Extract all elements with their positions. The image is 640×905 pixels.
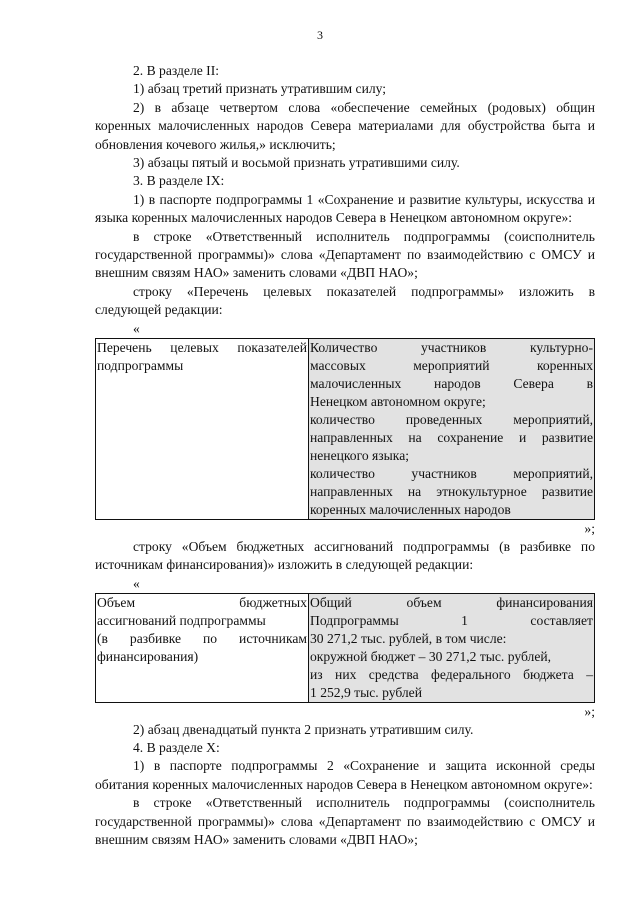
paragraph: 3. В разделе IX: xyxy=(133,173,225,189)
paragraph: 2) в абзаце четвертом слова «обеспечение семейных (родовых) общин коренных малочисленных народов Севера материалами для обустройства быта и обновления кочевого жилья,» исключить; xyxy=(95,99,595,152)
funding-table xyxy=(95,593,595,703)
cell-line: 1 252,9 тыс. рублей xyxy=(310,684,422,700)
closing-quote: »; xyxy=(584,520,595,536)
paragraph: 3) абзацы пятый и восьмой признать утратившими силу. xyxy=(133,155,460,171)
cell-line: направленных на этнокультурное развитие xyxy=(310,483,593,499)
paragraph: 2. В разделе II: xyxy=(133,63,220,78)
funding-value-cell xyxy=(309,593,595,702)
cell-line: 30 271,2 тыс. рублей, в том числе: xyxy=(310,630,507,646)
closing-quote: »; xyxy=(584,703,595,719)
paragraph: 1) абзац третий признать утратившим силу; xyxy=(133,81,387,97)
cell-line: коренных малочисленных народов xyxy=(310,501,511,517)
opening-quote: « xyxy=(133,320,140,336)
cell-line: (в разбивке по источникам xyxy=(97,630,307,646)
document-body xyxy=(95,62,595,849)
cell-line: Объем бюджетных xyxy=(97,594,307,610)
paragraph: в строке «Ответственный исполнитель подпрограммы (соисполнитель государственной программы)» слова «Департамент по взаимодействию с ОМСУ и внешним связям НАО» заменить словами «ДВП НАО»; xyxy=(95,795,595,847)
cell-line: малочисленных народов Севера в xyxy=(310,375,593,391)
cell-line: количество участников мероприятий, xyxy=(310,465,593,481)
cell-line: ассигнований подпрограммы xyxy=(97,612,266,628)
cell-line: Подпрограммы 1 составляет xyxy=(310,612,593,628)
paragraph: строку «Объем бюджетных ассигнований подпрограммы (в разбивке по источникам финансирования)» изложить в следующей редакции: xyxy=(95,538,595,573)
paragraph: 1) в паспорте подпрограммы 2 «Сохранение и защита исконной среды обитания коренных малочисленных народов Севера в Ненецком автономном округе»: xyxy=(95,758,595,792)
cell-line: финансирования) xyxy=(97,648,199,664)
cell-line: окружной бюджет – 30 271,2 тыс. рублей, xyxy=(310,648,552,664)
cell-line: количество проведенных мероприятий, xyxy=(310,411,593,427)
paragraph: 4. В разделе X: xyxy=(133,739,220,755)
paragraph: 1) в паспорте подпрограммы 1 «Сохранение и развитие культуры, искусства и языка коренных малочисленных народов Севера в Ненецком автономном округе»: xyxy=(95,191,595,226)
indicators-table xyxy=(95,338,595,520)
funding-label-cell xyxy=(96,593,309,702)
cell-line: ненецкого языка; xyxy=(310,447,409,463)
page-number: 3 xyxy=(317,28,323,42)
cell-line: направленных на сохранение и развитие xyxy=(310,429,593,445)
opening-quote: « xyxy=(133,575,140,591)
cell-line: Ненецком автономном округе; xyxy=(310,393,486,409)
paragraph: 2) абзац двенадцатый пункта 2 признать утратившим силу. xyxy=(133,721,474,737)
cell-line: массовых мероприятий коренных xyxy=(310,357,593,373)
paragraph: в строке «Ответственный исполнитель подпрограммы (соисполнитель государственной программы)» слова «Департамент по взаимодействию с ОМСУ и внешним связям НАО» заменить словами «ДВП НАО»; xyxy=(95,228,595,281)
cell-line: Количество участников культурно- xyxy=(310,339,593,355)
cell-line: из них средства федерального бюджета – xyxy=(310,666,593,682)
indicators-value-cell xyxy=(309,338,595,519)
paragraph: строку «Перечень целевых показателей подпрограммы» изложить в следующей редакции: xyxy=(95,283,595,318)
cell-line: Общий объем финансирования xyxy=(310,594,593,610)
indicators-label-cell: Перечень целевых показателей подпрограммы xyxy=(96,338,309,519)
